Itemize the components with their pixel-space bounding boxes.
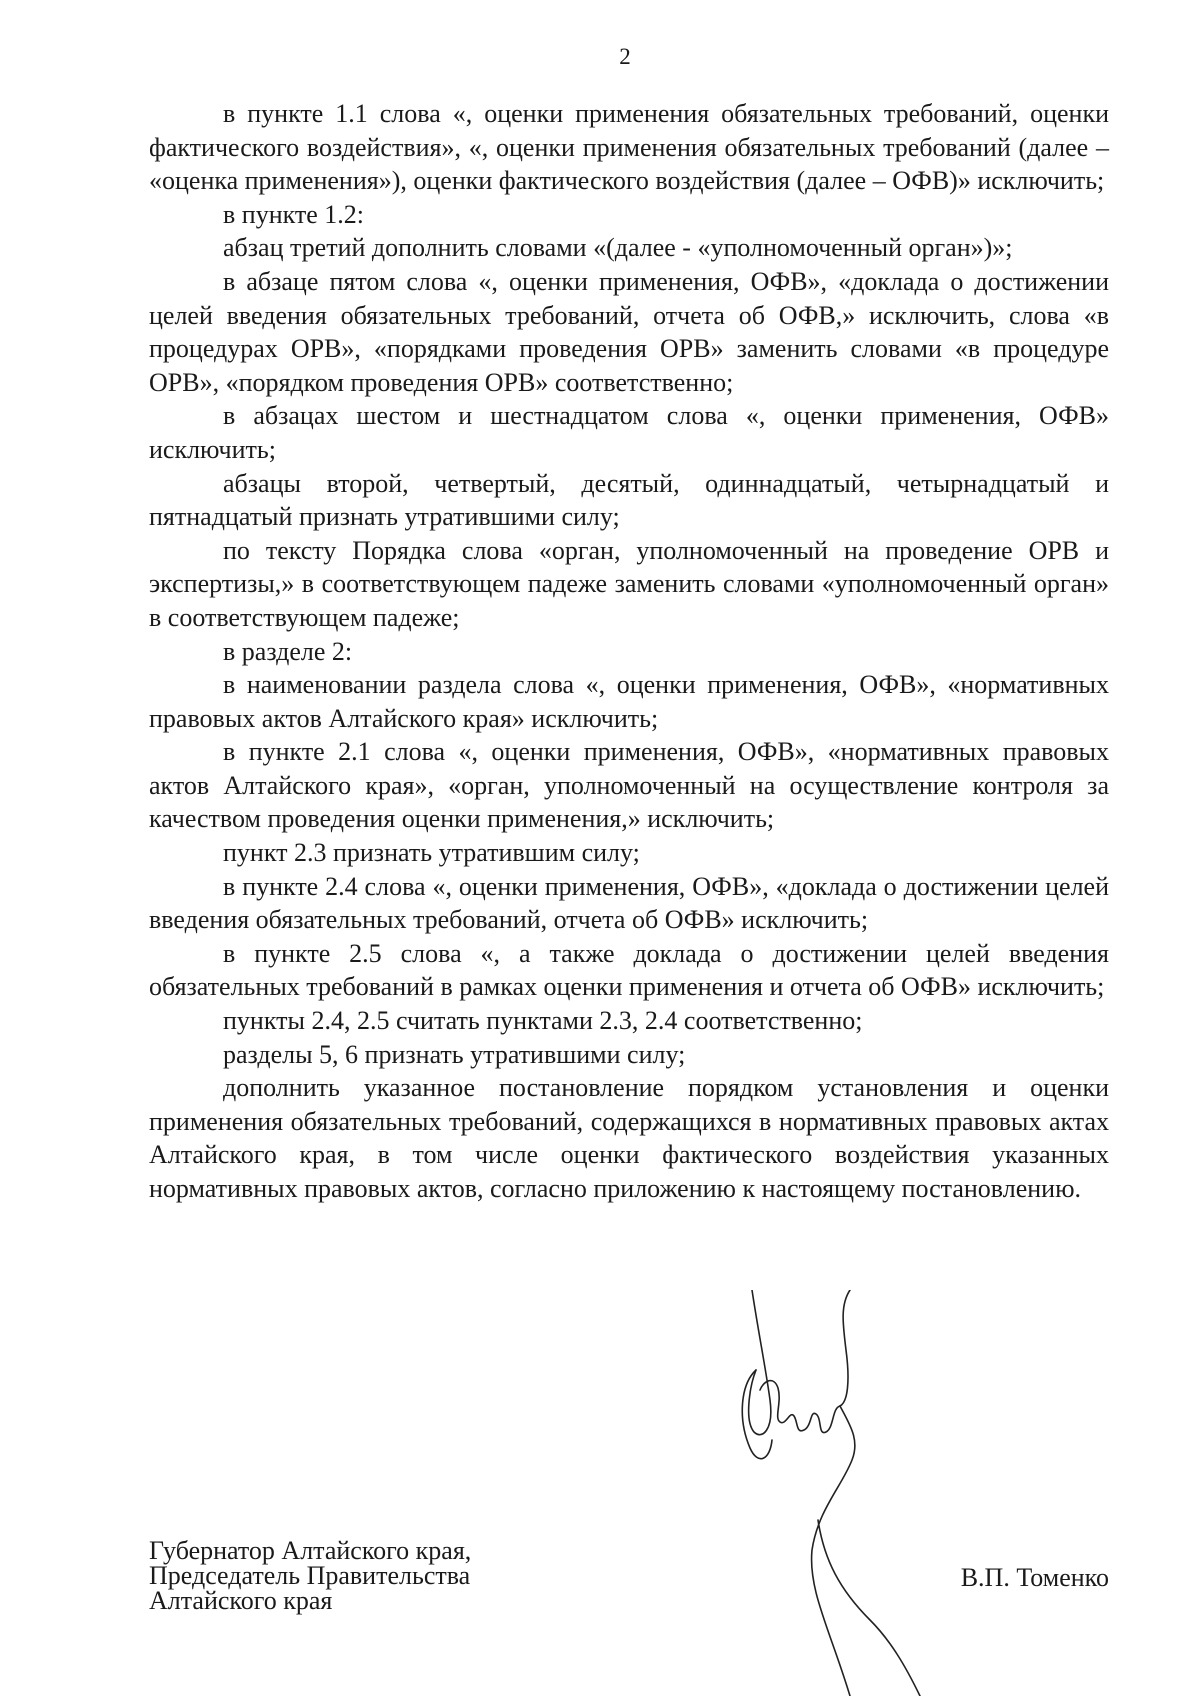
signatory-title [149, 1538, 471, 1613]
paragraph-5: в абзацах шестом и шестнадцатом слова «, оценки применения, ОФВ» исключить; [149, 401, 1109, 464]
paragraph-11: пункт 2.3 признать утратившим силу; [223, 838, 640, 868]
paragraph-4: в абзаце пятом слова «, оценки применения, ОФВ», «доклада о достижении целей введения обязательных требований, отчета об ОФВ,» исключить, слова «в процедурах ОРВ», «порядками проведения ОРВ» заменить словами «в процедуре ОРВ», «порядком проведения ОРВ» соответственно; [149, 266, 1109, 397]
signatory-title-line: Председатель Правительства [149, 1561, 471, 1590]
paragraph-8: в разделе 2: [223, 636, 353, 666]
paragraph-12: в пункте 2.4 слова «, оценки применения, ОФВ», «доклада о достижении целей введения обязательных требований, отчета об ОФВ» исключить; [149, 871, 1109, 935]
paragraph-13: в пункте 2.5 слова «, а также доклада о достижении целей введения обязательных требований в рамках оценки применения и отчета об ОФВ» исключить; [149, 938, 1109, 1002]
paragraph-9: в наименовании раздела слова «, оценки применения, ОФВ», «нормативных правовых актов Алтайского края» исключить; [149, 670, 1109, 733]
paragraph-7: по тексту Порядка слова «орган, уполномоченный на проведение ОРВ и экспертизы,» в соответствующем падеже заменить словами «уполномоченный орган» в соответствующем падеже; [149, 535, 1109, 632]
signatory-name: В.П. Томенко [960, 1563, 1109, 1592]
paragraph-6: абзацы второй, четвертый, десятый, одиннадцатый, четырнадцатый и пятнадцатый признать утратившими силу; [149, 468, 1109, 532]
paragraph-1: в пункте 1.1 слова «, оценки применения обязательных требований, оценки фактического воздействия», «, оценки применения обязательных требований (далее – «оценка применения»), оценки фактического воздействия (далее – ОФВ)» исключить; [149, 99, 1109, 196]
paragraph-15: разделы 5, 6 признать утратившими силу; [223, 1039, 686, 1069]
signatory-title-line: Губернатор Алтайского края, [149, 1536, 472, 1565]
paragraph-10: в пункте 2.1 слова «, оценки применения, ОФВ», «нормативных правовых актов Алтайского края», «орган, уполномоченный на осуществление контроля за качеством проведения оценки применения,» исключить; [149, 737, 1109, 834]
paragraph-14: пункты 2.4, 2.5 считать пунктами 2.3, 2.4 соответственно; [223, 1006, 863, 1036]
document-body [149, 97, 1109, 1206]
handwritten-signature [700, 1290, 930, 1696]
paragraph-3: абзац третий дополнить словами «(далее - «уполномоченный орган»)»; [223, 233, 1013, 263]
signatory-title-line: Алтайского края [149, 1586, 333, 1615]
page-number: 2 [619, 44, 631, 69]
paragraph-2: в пункте 1.2: [223, 199, 365, 229]
paragraph-16: дополнить указанное постановление порядком установления и оценки применения обязательных требований, содержащихся в нормативных правовых актах Алтайского края, в том числе оценки фактического воздействия указанных нормативных правовых актов, согласно приложению к настоящему постановлению. [149, 1073, 1109, 1203]
